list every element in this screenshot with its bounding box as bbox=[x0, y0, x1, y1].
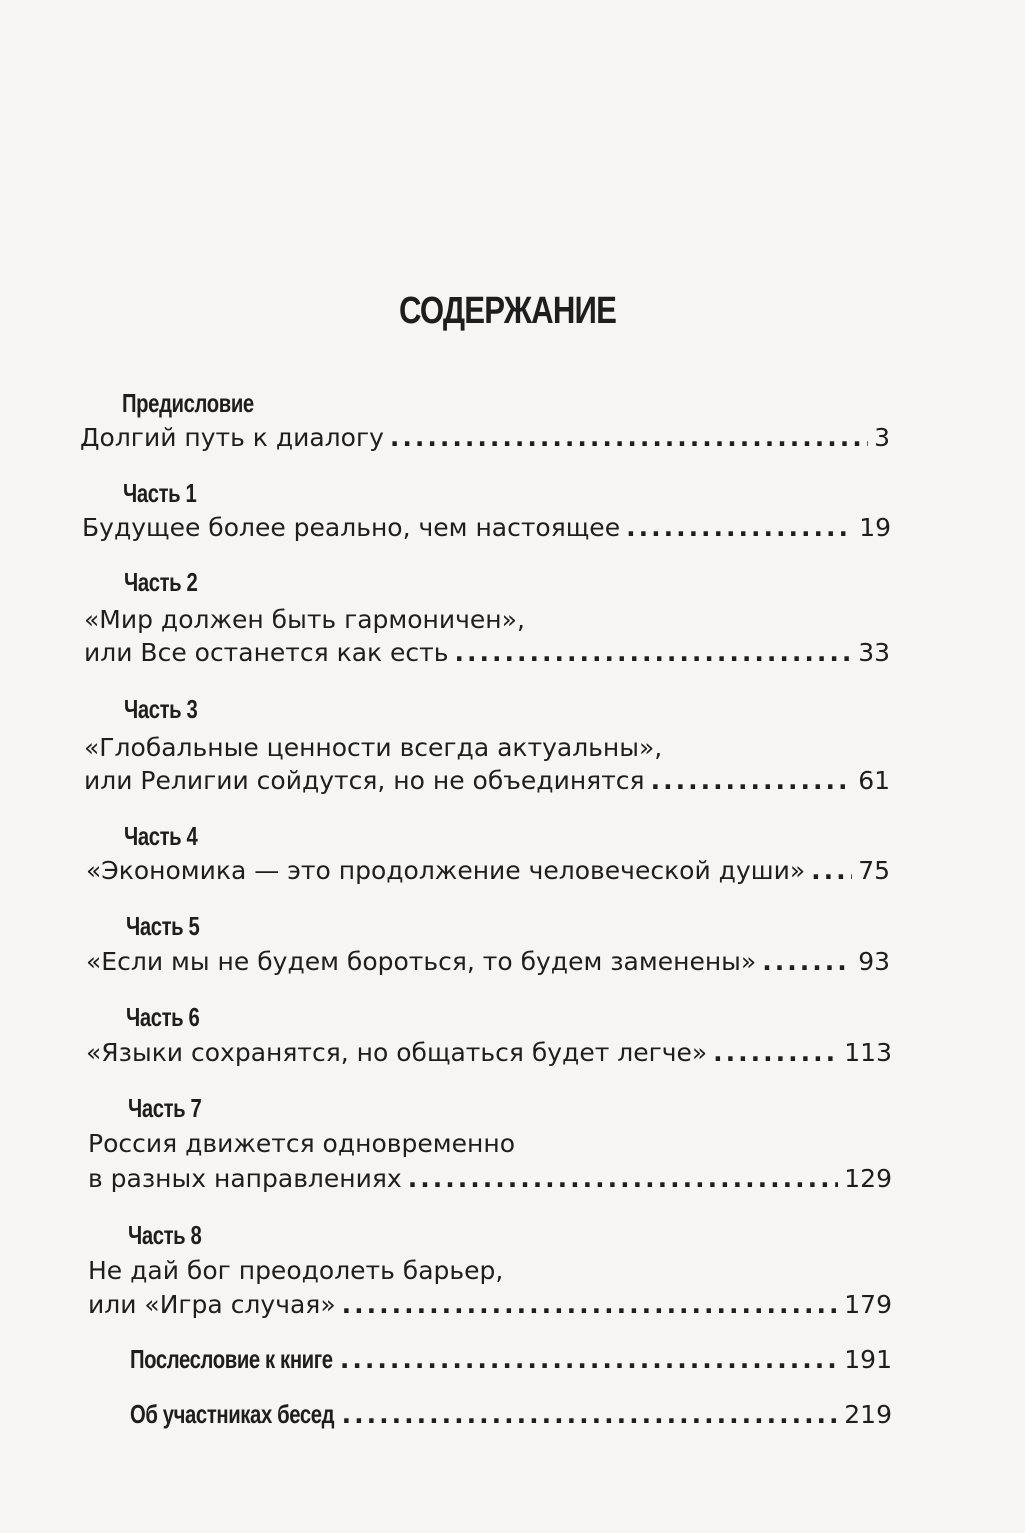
toc-page-number: 219 bbox=[844, 1400, 892, 1429]
section-heading-part-2: Часть 2 bbox=[124, 567, 198, 597]
dot-leader bbox=[811, 854, 852, 888]
toc-entry-title-line: «Глобальные ценности всегда актуальны», bbox=[84, 733, 663, 762]
toc-page-number: 113 bbox=[844, 1038, 892, 1067]
toc-entry-title-line: Россия движется одновременно bbox=[88, 1129, 515, 1158]
toc-page-number: 191 bbox=[844, 1345, 892, 1374]
toc-page-number: 75 bbox=[858, 856, 890, 885]
toc-page-number: 129 bbox=[844, 1164, 892, 1193]
toc-entry-title: Об участниках бесед bbox=[130, 1399, 335, 1429]
section-heading-part-7: Часть 7 bbox=[128, 1093, 202, 1123]
toc-entry-title: «Языки сохранятся, но общаться будет легче» bbox=[86, 1038, 708, 1067]
toc-entry-title: или Религии сойдутся, но не объединятся bbox=[84, 766, 645, 795]
dot-leader bbox=[454, 636, 852, 670]
toc-entry-part-2[interactable] bbox=[84, 636, 890, 670]
toc-page-number: 61 bbox=[858, 766, 890, 795]
toc-entry-part-3[interactable] bbox=[84, 764, 890, 798]
dot-leader bbox=[626, 511, 853, 545]
toc-entry-part-7[interactable] bbox=[88, 1162, 892, 1196]
toc-page-number: 33 bbox=[858, 638, 890, 667]
dot-leader bbox=[342, 1398, 839, 1432]
toc-entry-title: Послесловие к книге bbox=[130, 1344, 333, 1374]
toc-entry-part-6[interactable] bbox=[86, 1036, 892, 1070]
dot-leader bbox=[713, 1036, 838, 1070]
dot-leader bbox=[390, 421, 868, 455]
toc-entry-title: «Экономика — это продолжение человеческой души» bbox=[86, 856, 806, 885]
toc-entry-afterword[interactable] bbox=[130, 1342, 892, 1377]
dot-leader bbox=[342, 1288, 839, 1322]
toc-entry-part-1[interactable] bbox=[82, 511, 891, 545]
section-heading-preface: Предисловие bbox=[122, 388, 254, 418]
section-heading-part-1: Часть 1 bbox=[123, 478, 197, 508]
toc-entry-title: или «Игра случая» bbox=[88, 1290, 336, 1319]
toc-page-number: 93 bbox=[858, 947, 890, 976]
toc-entry-title: или Все останется как есть bbox=[84, 638, 449, 667]
section-heading-part-3: Часть 3 bbox=[124, 694, 198, 724]
toc-entry-title: Долгий путь к диалогу bbox=[80, 423, 384, 452]
dot-leader bbox=[408, 1162, 839, 1196]
section-heading-part-5: Часть 5 bbox=[126, 911, 200, 941]
toc-entry-part-8[interactable] bbox=[88, 1288, 892, 1322]
section-heading-part-4: Часть 4 bbox=[124, 821, 198, 851]
dot-leader bbox=[762, 945, 852, 979]
section-heading-part-8: Часть 8 bbox=[128, 1220, 202, 1250]
section-heading-part-6: Часть 6 bbox=[126, 1002, 200, 1032]
toc-entry-title: в разных направлениях bbox=[88, 1164, 402, 1193]
toc-entry-part-4[interactable] bbox=[86, 854, 890, 888]
toc-entry-preface[interactable] bbox=[80, 421, 890, 455]
toc-entry-part-5[interactable] bbox=[86, 945, 890, 979]
toc-page-number: 19 bbox=[859, 513, 891, 542]
dot-leader bbox=[651, 764, 853, 798]
toc-entry-title: «Если мы не будем бороться, то будем заменены» bbox=[86, 947, 757, 976]
toc-page-number: 3 bbox=[874, 423, 890, 452]
toc-entry-title-line: Не дай бог преодолеть барьер, bbox=[88, 1256, 504, 1285]
toc-entry-title: Будущее более реально, чем настоящее bbox=[82, 513, 621, 542]
toc-entry-participants[interactable] bbox=[130, 1397, 892, 1432]
dot-leader bbox=[340, 1343, 838, 1377]
page-title: СОДЕРЖАНИЕ bbox=[399, 290, 617, 332]
toc-entry-title-line: «Мир должен быть гармоничен», bbox=[84, 605, 525, 634]
toc-page-number: 179 bbox=[844, 1290, 892, 1319]
